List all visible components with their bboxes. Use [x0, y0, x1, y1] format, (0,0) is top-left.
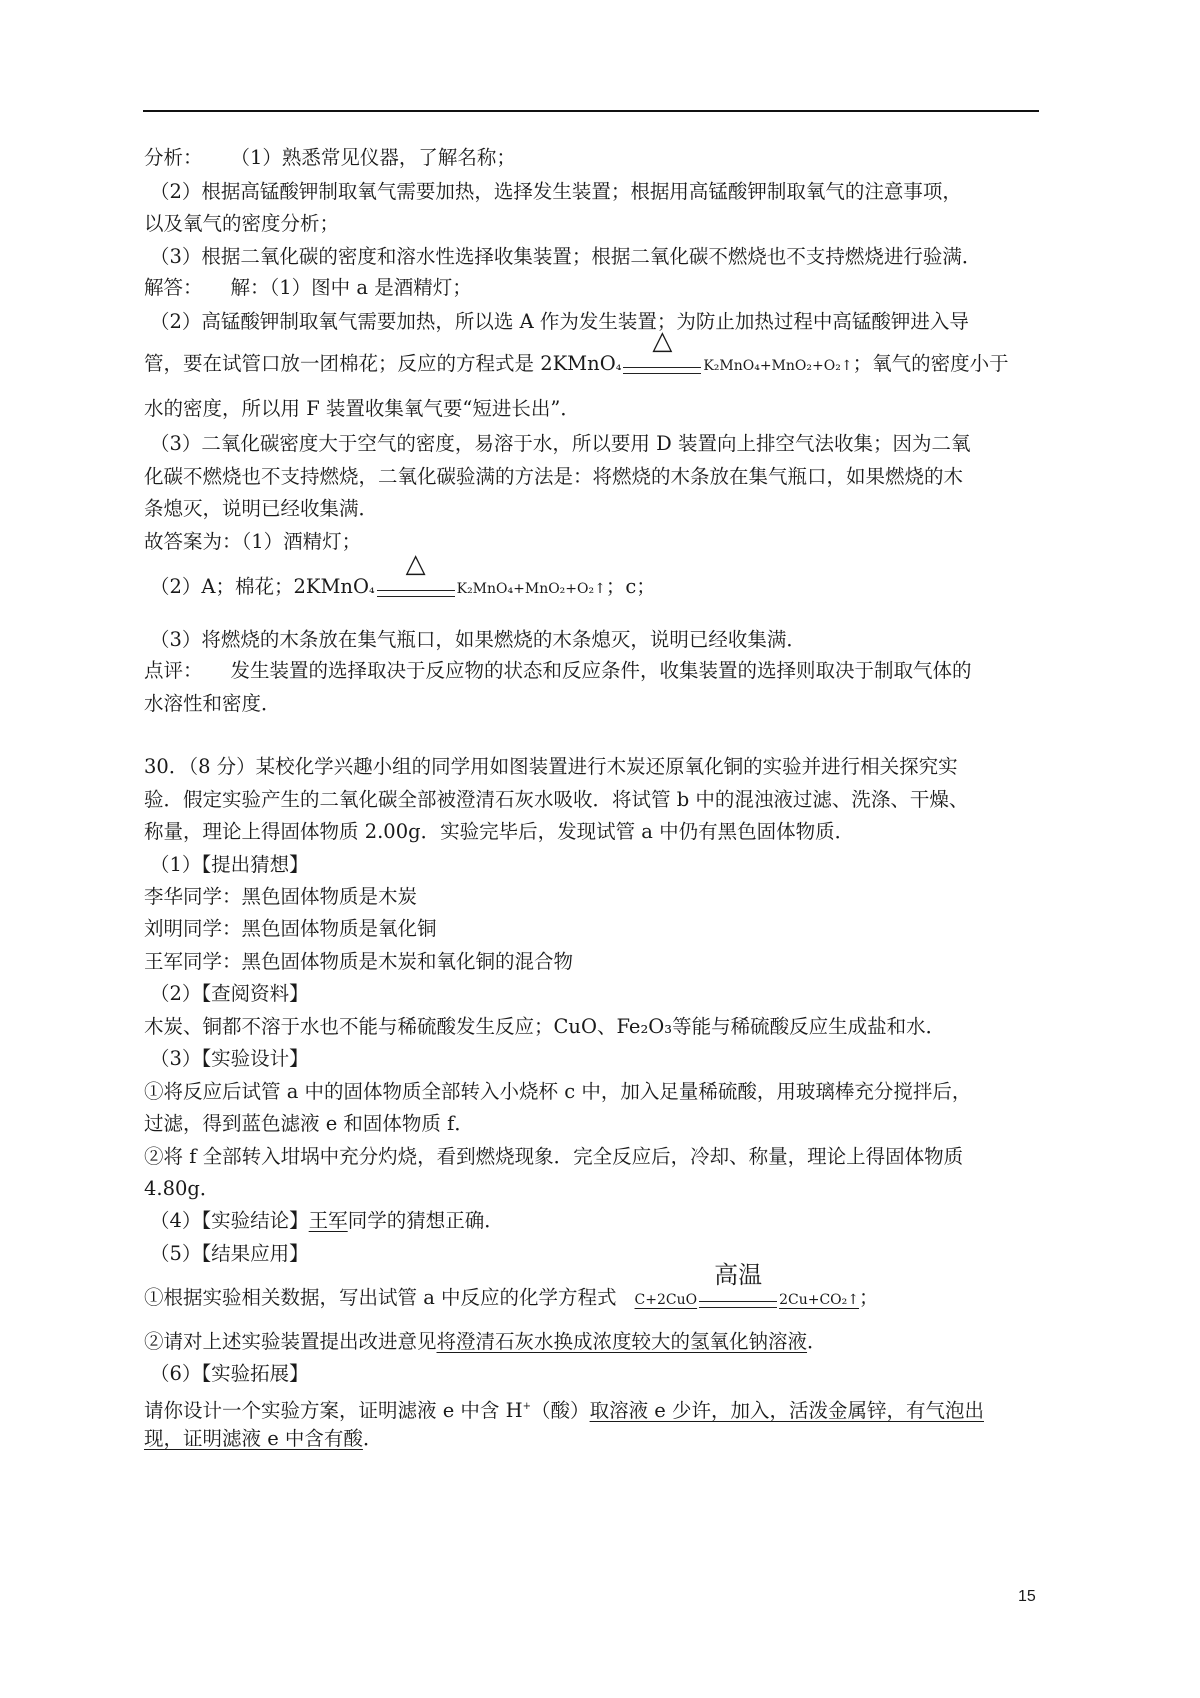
answer-line-10: （3）将燃烧的木条放在集气瓶口，如果燃烧的木条熄灭，说明已经收集满． [150, 628, 806, 651]
q30-guess-1: 李华同学：黑色固体物质是木炭 [144, 885, 418, 908]
q30-section-1: （1）【提出猜想】 [150, 853, 309, 876]
q30-guess-3: 王军同学：黑色固体物质是木炭和氧化铜的混合物 [144, 950, 574, 973]
answer-line-4: 水的密度，所以用 F 装置收集氧气要“短进长出”． [144, 397, 580, 420]
answer-label: 解答： [144, 276, 203, 299]
heat-symbol: △ [405, 548, 426, 579]
comment-label: 点评： [144, 659, 203, 682]
answer-equation: C+2CuO 高温 2Cu+CO₂↑ [635, 1286, 859, 1309]
header-rule [143, 110, 1039, 112]
answer-extension-1: 取溶液 e 少许，加入，活泼金属锌，有气泡出 [589, 1399, 984, 1422]
analysis-line-2: （2）根据高锰酸钾制取氧气需要加热，选择发生装置；根据用高锰酸钾制取氧气的注意事项， [150, 180, 962, 203]
q30-line-2: 验．假定实验产生的二氧化碳全部被澄清石灰水吸收．将试管 b 中的混浊液过滤、洗涤、干燥、 [144, 788, 969, 811]
answer-line-3: 管，要在试管口放一团棉花；反应的方程式是 2KMnO₄ △ K₂MnO₄+MnO₂+O₂↑；氧气的密度小于 [144, 325, 1009, 375]
answer-conclusion: 王军 [308, 1209, 348, 1232]
answer-line-9: （2）A；棉花；2KMnO₄ △ K₂MnO₄+MnO₂+O₂↑；c； [150, 548, 656, 598]
answer-line-7: 条熄灭，说明已经收集满． [144, 497, 379, 520]
q30-guess-2: 刘明同学：黑色固体物质是氧化铜 [144, 917, 437, 940]
q30-extension-2: 现，证明滤液 e 中含有酸． [144, 1427, 383, 1450]
reaction-arrow-high-temp [699, 1260, 777, 1311]
high-temp-condition: 高温 [714, 1260, 763, 1289]
q30-design-3: ②将 f 全部转入坩埚中充分灼烧，看到燃烧现象．完全反应后，冷却、称量，理论上得固体物质 [144, 1145, 964, 1168]
analysis-label: 分析： [144, 146, 203, 169]
reaction-arrow-heat-2 [377, 548, 455, 600]
q30-design-4: 4.80g． [144, 1177, 220, 1200]
q30-design-1: ①将反应后试管 a 中的固体物质全部转入小烧杯 c 中，加入足量稀硫酸，用玻璃棒充分搅拌后， [144, 1080, 972, 1103]
answer-improvement: 将澄清石灰水换成浓度较大的氢氧化钠溶液 [436, 1330, 808, 1353]
q30-extension-1: 请你设计一个实验方案，证明滤液 e 中含 H+（酸）取溶液 e 少许，加入，活泼金属锌，有气泡出 [144, 1399, 984, 1422]
formula-products: K₂MnO₄+MnO₂+O₂↑ [456, 581, 606, 597]
q30-reference: 木炭、铜都不溶于水也不能与稀硫酸发生反应；CuO、Fe₂O₃等能与稀硫酸反应生成盐和水． [144, 1015, 946, 1038]
q30-section-5: （5）【结果应用】 [150, 1242, 309, 1265]
answer-line-8: 故答案为：（1）酒精灯； [144, 530, 362, 553]
formula-products: K₂MnO₄+MnO₂+O₂↑ [703, 358, 853, 374]
analysis-line-1: 分析： （1）熟悉常见仪器，了解名称； [144, 146, 516, 169]
comment-line-1: 点评： 发生装置的选择取决于反应物的状态和反应条件，收集装置的选择则取决于制取气体的 [144, 659, 972, 682]
page-number: 15 [1018, 1588, 1036, 1605]
answer-line-5: （3）二氧化碳密度大于空气的密度，易溶于水，所以要用 D 装置向上排空气法收集；因为二氧 [150, 432, 971, 455]
analysis-line-4: （3）根据二氧化碳的密度和溶水性选择收集装置；根据二氧化碳不燃烧也不支持燃烧进行验满． [150, 245, 982, 268]
heat-symbol: △ [652, 325, 673, 356]
analysis-line-3: 以及氧气的密度分析； [144, 212, 340, 235]
q30-line-3: 称量，理论上得固体物质 2.00g．实验完毕后，发现试管 a 中仍有黑色固体物质． [144, 820, 855, 843]
q30-section-4: （4）【实验结论】王军同学的猜想正确． [150, 1209, 504, 1232]
q30-design-2: 过滤，得到蓝色滤液 e 和固体物质 f． [144, 1112, 474, 1135]
q30-section-6: （6）【实验拓展】 [150, 1362, 309, 1385]
comment-line-2: 水溶性和密度． [144, 692, 281, 715]
q30-application-2: ②请对上述实验装置提出改进意见将澄清石灰水换成浓度较大的氢氧化钠溶液． [144, 1330, 827, 1353]
q30-section-3: （3）【实验设计】 [150, 1047, 309, 1070]
q30-application-1: ①根据实验相关数据，写出试管 a 中反应的化学方程式 C+2CuO 高温 2Cu+CO₂↑； [144, 1260, 879, 1309]
answer-extension-2: 现，证明滤液 e 中含有酸 [144, 1427, 363, 1450]
answer-line-2: （2）高锰酸钾制取氧气需要加热，所以选 A 作为发生装置；为防止加热过程中高锰酸钾进入导 [150, 310, 969, 333]
answer-line-6: 化碳不燃烧也不支持燃烧，二氧化碳验满的方法是：将燃烧的木条放在集气瓶口，如果燃烧的木 [144, 465, 964, 488]
q30-line-1: 30．（8 分）某校化学兴趣小组的同学用如图装置进行木炭还原氧化铜的实验并进行相关探究实 [144, 755, 958, 778]
answer-line-1: 解答： 解：（1）图中 a 是酒精灯； [144, 276, 472, 299]
q30-section-2: （2）【查阅资料】 [150, 982, 309, 1005]
reaction-arrow-heat [623, 325, 701, 377]
